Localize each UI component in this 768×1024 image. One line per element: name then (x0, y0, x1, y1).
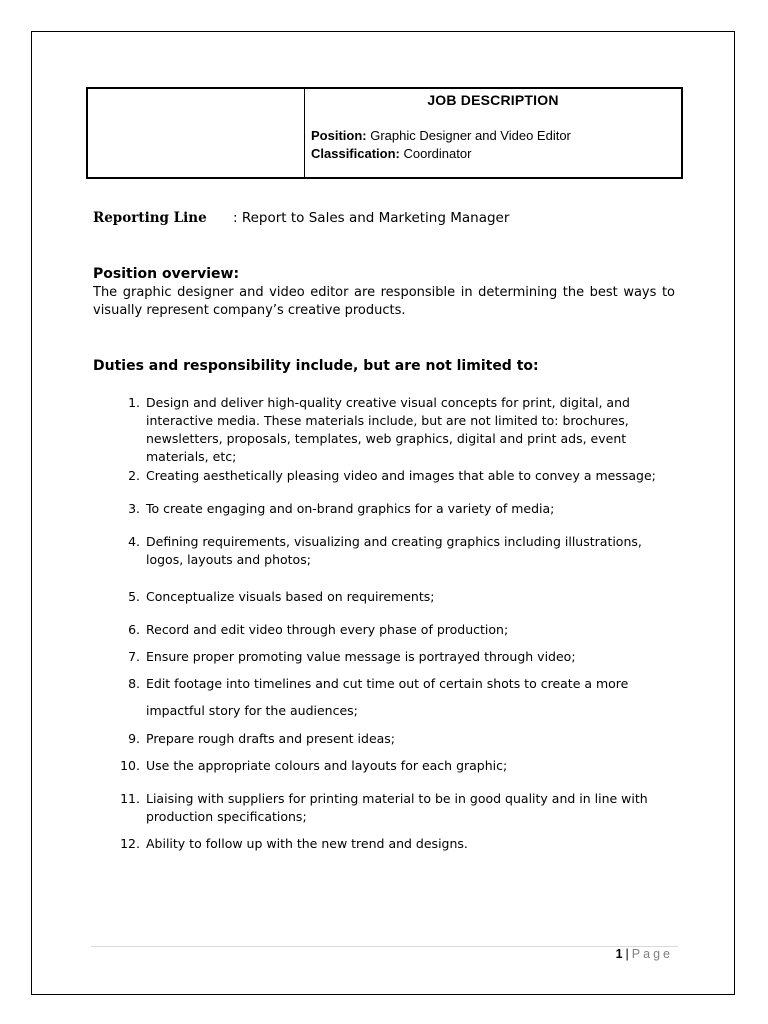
duty-item (100, 621, 670, 639)
duty-item (100, 730, 670, 748)
duty-number: 6. (128, 622, 140, 637)
duty-text: To create engaging and on-brand graphics for a variety of media; (146, 501, 555, 516)
footer-divider (91, 946, 678, 947)
duties-heading: Duties and responsibility include, but are not limited to: (93, 358, 539, 374)
header-info-cell (305, 89, 681, 177)
page-separator: | (625, 947, 629, 961)
position-value: Graphic Designer and Video Editor (370, 128, 571, 143)
page-indicator (616, 947, 673, 961)
duty-number: 5. (128, 589, 140, 604)
duty-text: Liaising with suppliers for printing material to be in good quality and in line with production specifications; (146, 791, 648, 824)
duty-item (100, 790, 670, 826)
duty-text: Conceptualize visuals based on requirements; (146, 589, 435, 604)
duty-number: 8. (128, 676, 140, 691)
duty-number: 9. (128, 731, 140, 746)
document-title: JOB DESCRIPTION (427, 92, 559, 108)
duty-item (100, 588, 670, 606)
overview-heading: Position overview: (93, 266, 240, 282)
classification-label: Classification: (311, 146, 400, 161)
classification-line (311, 146, 471, 161)
position-label: Position: (311, 128, 367, 143)
reporting-line-label: Reporting Line (93, 210, 207, 226)
duty-number: 10. (120, 758, 140, 773)
page-word: Page (631, 947, 673, 961)
duty-number: 1. (128, 395, 140, 410)
duty-text: Ability to follow up with the new trend and designs. (146, 836, 468, 851)
overview-text: The graphic designer and video editor are responsible in determining the best ways to visually represent company’s creative products. (93, 285, 675, 318)
duty-number: 7. (128, 649, 140, 664)
duty-number: 3. (128, 501, 140, 516)
duty-number: 4. (128, 534, 140, 549)
duty-text: Record and edit video through every phase of production; (146, 622, 509, 637)
position-line (311, 128, 571, 143)
classification-value: Coordinator (403, 146, 472, 161)
duty-text: Design and deliver high-quality creative visual concepts for print, digital, and interactive media. These materials include, but are not limited to: brochures, newsletters, proposals, templates, web graphics, digital and print ads, event materials, etc; (146, 395, 630, 464)
duty-item (100, 394, 670, 466)
duty-text: Edit footage into timelines and cut time out of certain shots to create a more impactful story for the audiences; (146, 676, 629, 718)
duty-text: Use the appropriate colours and layouts for each graphic; (146, 758, 508, 773)
duty-number: 11. (120, 791, 140, 806)
duty-text: Creating aesthetically pleasing video and images that able to convey a message; (146, 468, 656, 483)
duty-text: Ensure proper promoting value message is portrayed through video; (146, 649, 576, 664)
duty-text: Defining requirements, visualizing and creating graphics including illustrations, logos, layouts and photos; (146, 534, 642, 567)
duty-number: 12. (120, 836, 140, 851)
reporting-line (93, 210, 509, 226)
duty-item (100, 757, 670, 775)
duty-text: Prepare rough drafts and present ideas; (146, 731, 396, 746)
duty-item (100, 500, 670, 518)
duty-item (100, 835, 670, 853)
duty-item (100, 648, 670, 666)
duty-item (100, 467, 670, 485)
duty-number: 2. (128, 468, 140, 483)
duty-item (100, 533, 670, 569)
header-logo-cell (88, 89, 305, 177)
page-number: 1 (615, 947, 623, 961)
duty-item (100, 670, 670, 724)
reporting-line-value: : Report to Sales and Marketing Manager (233, 210, 510, 226)
header-table (86, 87, 683, 179)
